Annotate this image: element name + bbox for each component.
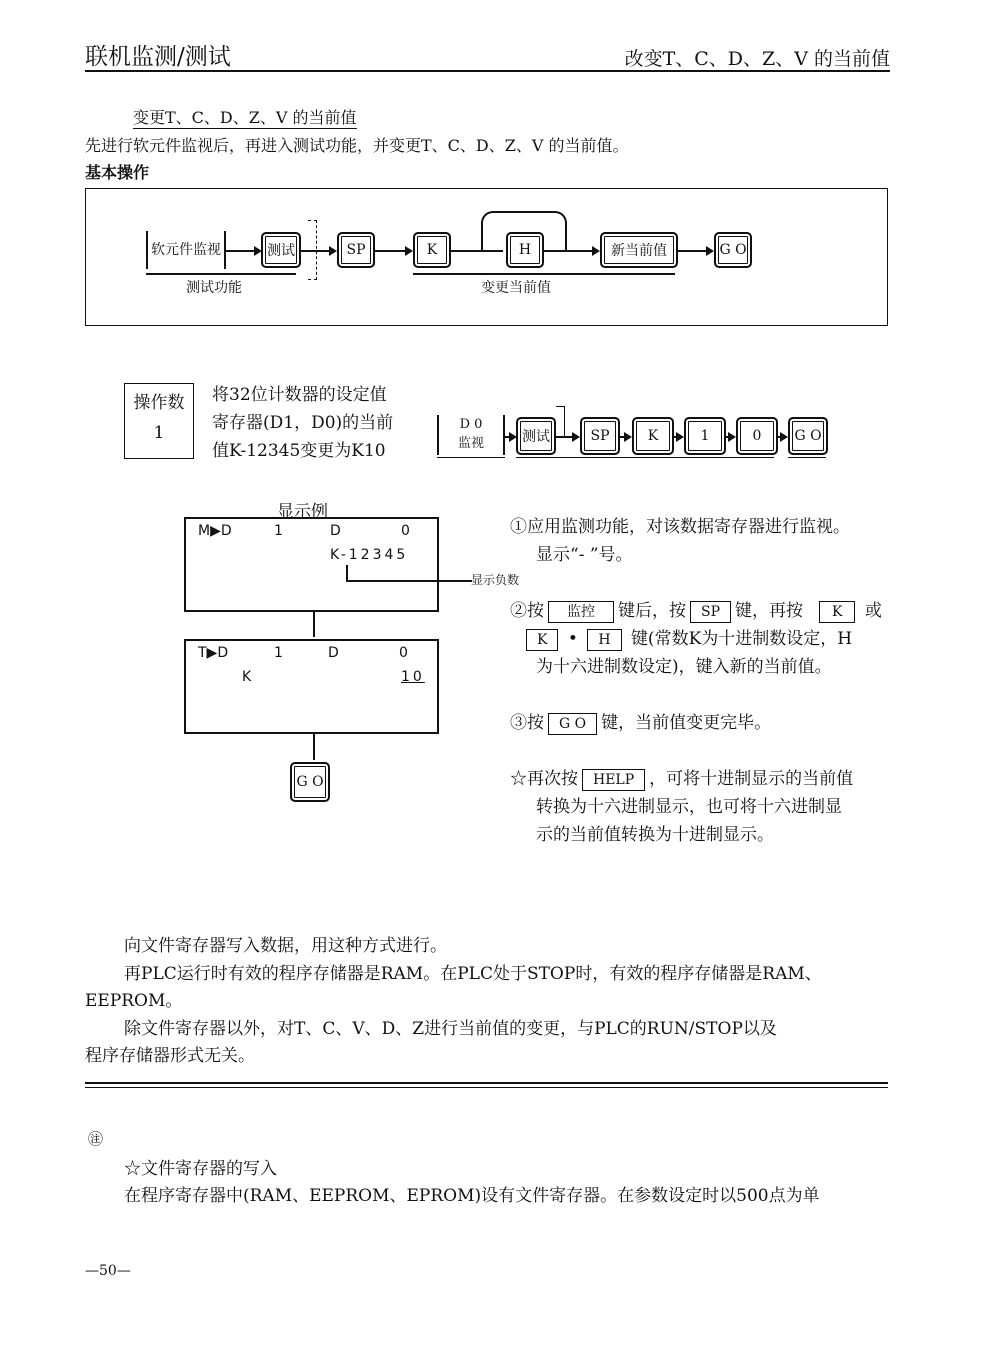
lcd-value: 10 <box>401 669 425 685</box>
seq-key-k: K <box>632 417 674 455</box>
step-3 <box>510 709 882 737</box>
arrow-icon <box>503 436 515 438</box>
paragraph: 程序存储器形式无关。 <box>85 1046 255 1066</box>
lcd-text: 0 <box>401 523 410 539</box>
lcd-text: D <box>330 523 341 539</box>
intro-text: 先进行软元件监视后，再进入测试功能，并变更T、C、D、Z、V 的当前值。 <box>85 136 629 155</box>
lcd-mode: M▶D <box>198 523 232 539</box>
flow-monitor: 软元件监视 <box>146 231 226 269</box>
seq-key-sp: SP <box>580 417 620 455</box>
paragraph: 除文件寄存器以外，对T、C、V、D、Z进行当前值的变更，与PLC的RUN/STOP以及 <box>124 1018 777 1039</box>
inline-key-k: K <box>526 629 558 651</box>
step-1: ①应用监测功能，对该数据寄存器进行监视。 <box>510 517 850 537</box>
text: • <box>567 629 578 649</box>
header-right-title: 改变T、C、D、Z、V 的当前值 <box>624 48 890 70</box>
step-2-cont: 为十六进制数设定)，键入新的当前值。 <box>536 657 832 677</box>
seq-monitor-label: 监视 <box>457 436 484 451</box>
desc-line: 将32位计数器的设定值 <box>212 385 387 405</box>
flow-diagram <box>85 188 888 326</box>
text: ②按 <box>510 601 544 621</box>
callout-line <box>346 565 472 582</box>
desc-line: 值K-12345变更为K10 <box>212 441 386 461</box>
underline <box>413 273 675 275</box>
inline-key-sp: SP <box>690 601 731 623</box>
note-title: ☆文件寄存器的写入 <box>124 1159 277 1179</box>
star-note-cont: 示的当前值转换为十进制显示。 <box>536 825 774 845</box>
lcd-text: D <box>328 645 339 661</box>
down-arrow-icon <box>313 610 315 637</box>
underline <box>437 457 505 458</box>
steps <box>510 513 882 849</box>
paragraph: EEPROM。 <box>85 991 183 1011</box>
inline-key-h: H <box>587 629 621 651</box>
key-sp: SP <box>337 232 375 268</box>
underline <box>516 457 774 458</box>
star-note-cont: 转换为十六进制显示，也可将十六进制显 <box>536 797 842 817</box>
negative-label: 显示负数 <box>471 573 520 587</box>
lcd-mode: T▶D <box>198 645 229 661</box>
paragraph: 再PLC运行时有效的程序存储器是RAM。在PLC处于STOP时，有效的程序存储器是RAM、 <box>124 963 822 984</box>
text: ☆再次按 <box>510 769 578 789</box>
inline-key-help: HELP <box>582 769 645 791</box>
underline <box>788 457 826 458</box>
arrow-icon <box>676 250 712 252</box>
note-text: 在程序寄存器中(RAM、EEPROM、EPROM)设有文件寄存器。在参数设定时以500点为单 <box>124 1186 820 1206</box>
bracket <box>308 220 317 280</box>
example-tag-label: 操作数 <box>133 393 185 413</box>
arrow-icon <box>776 436 786 438</box>
seq-monitor <box>437 415 505 455</box>
example-tag-number: 1 <box>153 423 165 443</box>
lcd-text: K <box>242 669 252 685</box>
lcd-text: 0 <box>399 645 408 661</box>
display-label: 显示例 <box>277 502 328 522</box>
display-key-go: G O <box>290 762 330 802</box>
seq-key-test: 测试 <box>516 417 556 455</box>
example-tag <box>124 383 194 459</box>
underline <box>146 273 296 275</box>
key-go: G O <box>714 232 752 268</box>
arrow-icon <box>224 250 260 252</box>
text: ，可将十进制显示的当前值 <box>649 769 854 789</box>
inline-key-monitor: 监控 <box>548 601 614 623</box>
bracket <box>556 406 565 437</box>
key-test: 测试 <box>261 232 301 268</box>
arrow-icon <box>542 250 598 252</box>
star-note <box>510 765 882 793</box>
seq-key-0: 0 <box>736 417 778 455</box>
key-k: K <box>413 232 451 268</box>
divider <box>85 1087 888 1088</box>
text: 键，再按 <box>735 601 804 621</box>
down-arrow-icon <box>313 732 315 760</box>
arrow-icon <box>724 436 734 438</box>
step-1-cont: 显示“- ”号。 <box>536 545 633 565</box>
divider <box>85 1082 888 1084</box>
lcd-screen-1 <box>184 517 439 612</box>
arrow-icon <box>672 436 682 438</box>
basic-op-heading: 基本操作 <box>85 163 150 182</box>
step-2 <box>510 597 882 625</box>
text: 键(常数K为十进制数设定，H <box>630 629 853 649</box>
desc-line: 寄存器(D1，D0)的当前 <box>212 413 394 433</box>
header-left-title: 联机监测/测试 <box>85 44 231 70</box>
note-mark: ㊟ <box>88 1130 104 1148</box>
change-label: 变更当前值 <box>481 280 551 296</box>
inline-key-go: G O <box>548 713 597 735</box>
text: 键后，按 <box>618 601 686 621</box>
text: ③按 <box>510 713 544 733</box>
example-desc <box>212 381 393 465</box>
text: 或 <box>864 601 882 621</box>
lcd-text: 1 <box>274 523 283 539</box>
key-new-value: 新当前值 <box>600 232 678 268</box>
step-2-cont <box>510 625 882 653</box>
lcd-text: 1 <box>274 645 283 661</box>
header-rule <box>85 70 890 72</box>
lcd-value: K-12345 <box>330 547 409 563</box>
paragraph: 向文件寄存器写入数据，用这种方式进行。 <box>124 936 447 956</box>
arrow-icon <box>299 250 335 252</box>
text: 键，当前值变更完毕。 <box>601 713 772 733</box>
key-h: H <box>506 232 544 268</box>
test-func-label: 测试功能 <box>186 280 242 296</box>
page-number: —50— <box>85 1263 131 1279</box>
seq-key-1: 1 <box>684 417 726 455</box>
section-title: 变更T、C、D、Z、V 的当前值 <box>133 105 357 129</box>
seq-monitor-device: D 0 <box>459 417 483 432</box>
inline-key-k: K <box>819 601 855 623</box>
lcd-screen-2 <box>184 639 439 734</box>
arrow-icon <box>373 250 411 252</box>
arrow-icon <box>618 436 630 438</box>
body-text <box>85 933 822 1071</box>
seq-key-go: G O <box>788 417 828 455</box>
